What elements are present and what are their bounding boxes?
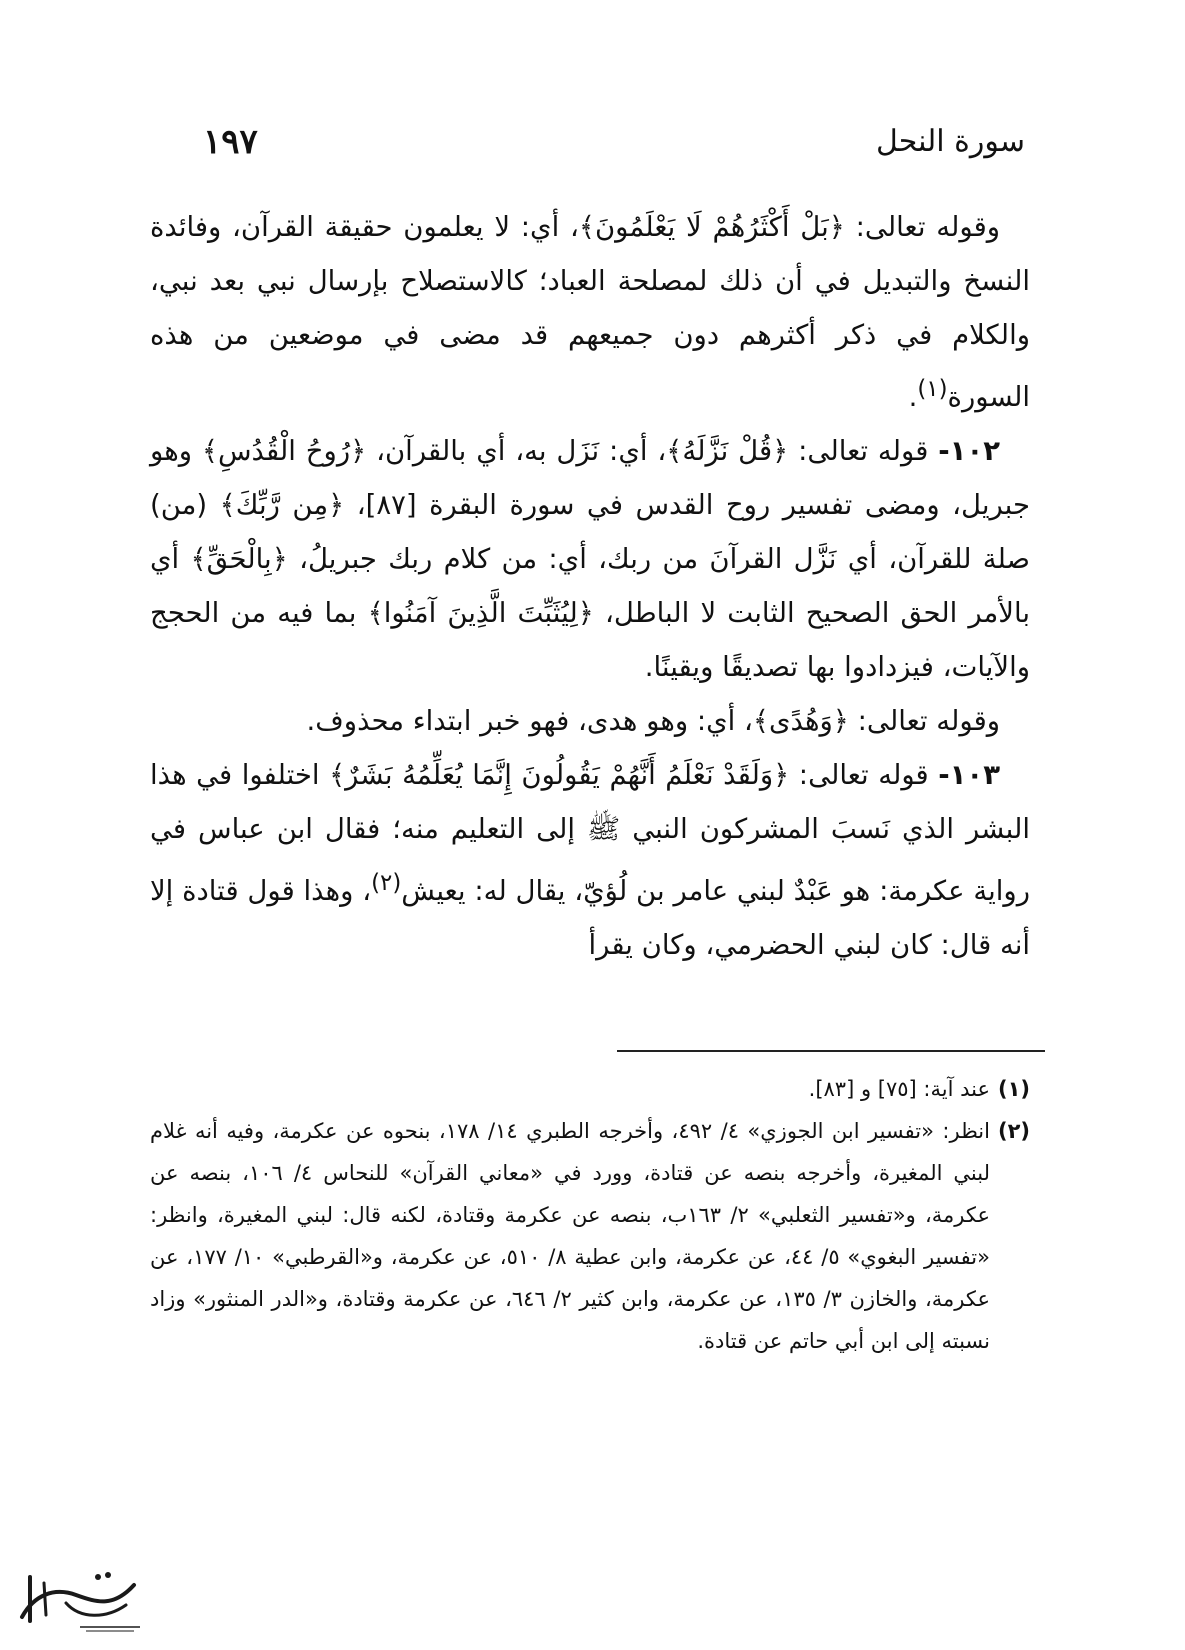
footnote-text: عند آية: [٧٥] و [٨٣]. <box>808 1077 990 1101</box>
calligraphy-logo-icon <box>10 1555 150 1637</box>
publisher-logo <box>10 1555 150 1637</box>
surah-title: سورة النحل <box>876 124 1025 159</box>
paragraph-1 <box>150 200 1030 424</box>
text-run: ، وهذا قول قتادة إلا أنه قال: كان لبني الحضرمي، وكان يقرأ <box>150 875 1030 962</box>
paragraph-3 <box>150 694 1030 748</box>
footnotes <box>150 1068 1030 1362</box>
text-run: أي بالأمر الحق الصحيح الثابت لا الباطل، <box>150 543 1030 630</box>
paragraph-4 <box>150 748 1030 972</box>
quran-verse: ﴿قُلْ نَزَّلَهُ﴾ <box>666 435 789 468</box>
quran-verse: ﴿بِالْحَقِّ﴾ <box>190 543 288 576</box>
verse-number: ١٠٣- <box>938 759 1000 792</box>
footnote-number: (١) <box>997 1077 1030 1101</box>
paragraph-2 <box>150 424 1030 694</box>
quran-verse: ﴿وَلَقَدْ نَعْلَمُ أَنَّهُمْ يَقُولُونَ إِنَّمَا يُعَلِّمُهُ بَشَرٌ﴾ <box>329 759 790 792</box>
footnote-divider <box>617 1050 1045 1052</box>
footnote-text: انظر: «تفسير ابن الجوزي» ٤/ ٤٩٢، وأخرجه الطبري ١٤/ ١٧٨، بنحوه عن عكرمة، وفيه أنه غلام لبني المغيرة، وأخرجه بنصه عن قتادة، وورد في «معاني القرآن» للنحاس ٤/ ١٠٦، بنصه عن عكرمة، و«تفسير الثعلبي» ٢/ ١٦٣ب، بنصه عن عكرمة وقتادة، لكنه قال: لبني المغيرة، وانظر: «تفسير البغوي» ٥/ ٤٤، عن عكرمة، وابن عطية ٨/ ٥١٠، عن عكرمة، و«القرطبي» ١٠/ ١٧٧، عن عكرمة، والخازن ٣/ ١٣٥، عن عكرمة، وابن كثير ٢/ ٦٤٦، عن عكرمة وقتادة، و«الدر المنثور» وزاد نسبته إلى ابن أبي حاتم عن قتادة. <box>150 1119 991 1353</box>
footnote-number: (٢) <box>997 1119 1030 1143</box>
text-run: . <box>908 381 918 414</box>
verse-number: ١٠٢- <box>938 435 1001 468</box>
quran-verse: ﴿وَهُدًى﴾ <box>752 705 849 738</box>
quran-verse: ﴿لِيُثَبِّتَ الَّذِينَ آمَنُوا﴾ <box>367 597 594 630</box>
text-run: بما فيه من الحجج والآيات، فيزدادوا بها تصديقًا ويقينًا. <box>150 597 1030 684</box>
main-text <box>150 200 1030 972</box>
text-run: قوله تعالى: <box>789 759 939 792</box>
text-run: وقوله تعالى: <box>844 211 1000 243</box>
text-run: اختلفوا في هذا البشر الذي نَسبَ المشركون النبي ﷺ إلى التعليم منه؛ فقال ابن عباس في رواية عكرمة: هو عَبْدٌ لبني عامر بن لُؤيّ، يقال له: يعيش <box>150 759 1030 908</box>
text-run: (من) صلة للقرآن، أي نَزَّل القرآنَ من ربك، أي: من كلام ربك جبريلُ، <box>150 489 1030 576</box>
page-number: ١٩٧ <box>203 122 258 162</box>
text-run: وهو جبريل، ومضى تفسير روح القدس في سورة البقرة [٨٧]، <box>150 435 1030 522</box>
page-header <box>195 122 1025 172</box>
footnote-ref-1[interactable]: (١) <box>917 376 948 402</box>
text-run: قوله تعالى: <box>788 435 939 468</box>
text-run: ، أي: وهو هدى، فهو خبر ابتداء محذوف. <box>306 705 753 738</box>
text-run: وقوله تعالى: <box>848 705 1000 738</box>
footnote-1 <box>150 1068 1030 1110</box>
text-run: ، أي: نَزَل به، أي بالقرآن، <box>366 435 667 468</box>
quran-verse: ﴿رُوحُ الْقُدُسِ﴾ <box>201 435 367 468</box>
text-run: ، أي: لا يعلمون حقيقة القرآن، وفائدة النسخ والتبديل في أن ذلك لمصلحة العباد؛ كالاستصلاح بإرسال نبي بعد نبي، والكلام في ذكر أكثرهم دون جميعهم قد مضى في موضعين من هذه السورة <box>150 211 1030 414</box>
quran-verse: ﴿بَلْ أَكْثَرُهُمْ لَا يَعْلَمُونَ﴾ <box>578 211 845 243</box>
quran-verse: ﴿مِن رَّبِّكَ﴾ <box>219 489 345 522</box>
footnote-ref-2[interactable]: (٢) <box>371 870 402 897</box>
footnote-2 <box>150 1110 1030 1362</box>
